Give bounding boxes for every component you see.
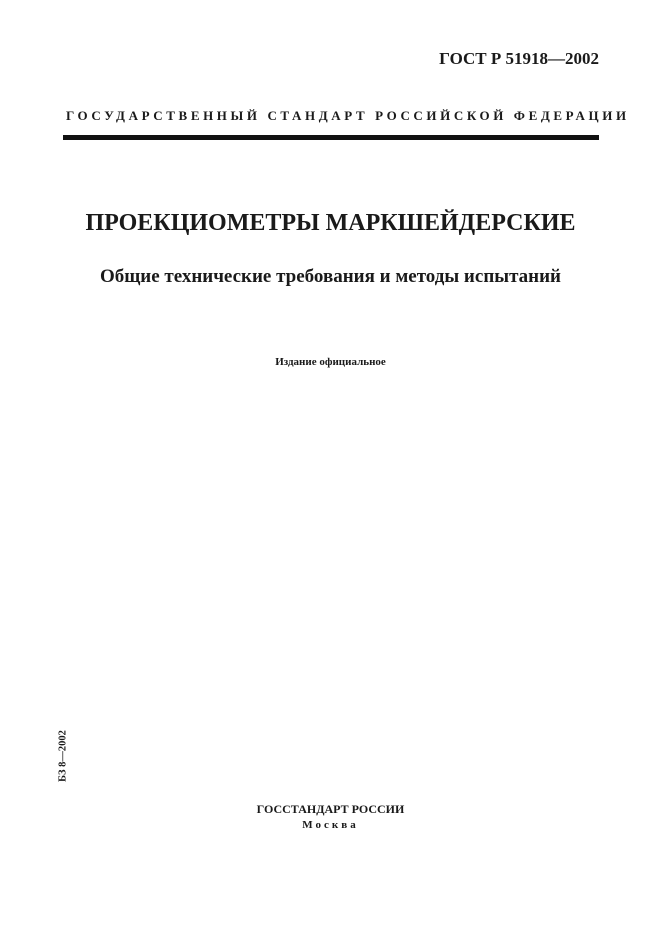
side-code-container bbox=[51, 720, 75, 792]
side-code: БЗ 8—2002 bbox=[57, 730, 69, 782]
edition-note: Издание официальное bbox=[275, 356, 386, 368]
document-code: ГОСТ Р 51918—2002 bbox=[439, 49, 599, 68]
state-standard-header: ГОСУДАРСТВЕННЫЙ СТАНДАРТ РОССИЙСКОЙ ФЕДЕРАЦИИ bbox=[66, 108, 630, 123]
header-rule bbox=[63, 135, 599, 140]
publication-city: Москва bbox=[302, 819, 359, 831]
document-title: ПРОЕКЦИОМЕТРЫ МАРКШЕЙДЕРСКИЕ bbox=[85, 210, 576, 236]
publisher: ГОССТАНДАРТ РОССИИ bbox=[256, 802, 405, 816]
document-subtitle: Общие технические требования и методы испытаний bbox=[99, 266, 562, 287]
